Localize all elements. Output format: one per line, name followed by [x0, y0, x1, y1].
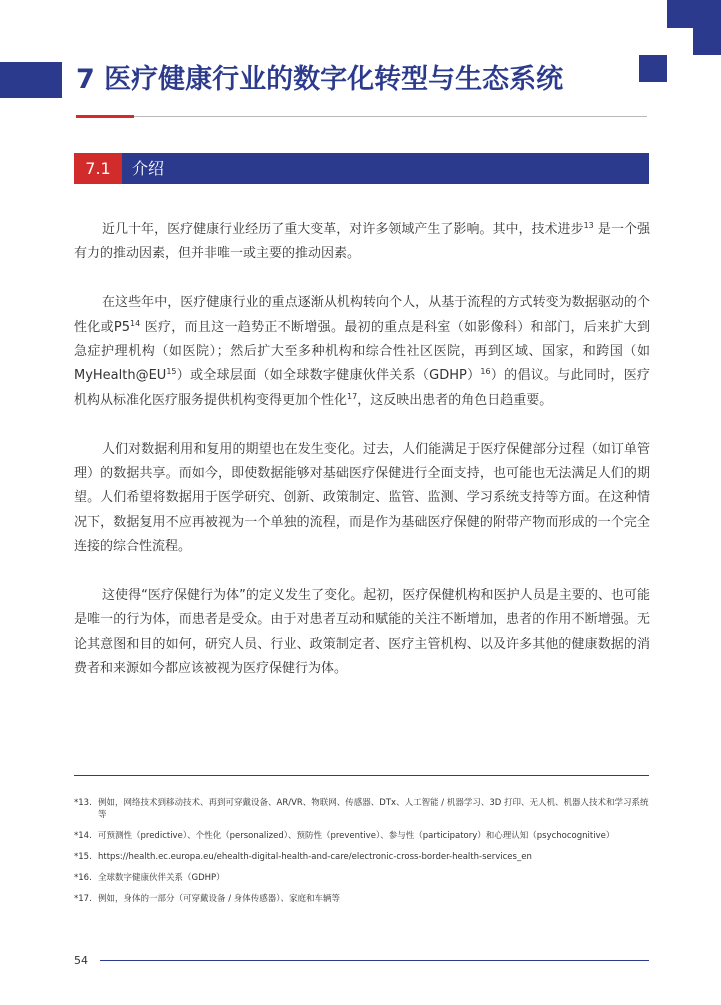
paragraph-4: 这使得“医疗保健行为体”的定义发生了变化。起初，医疗保健机构和医护人员是主要的、也可能是唯一的行为体，而患者是受众。由于对患者互动和赋能的关注不断增加，患者的作用不断增强。无论其意图和目的如何，研究人员、行业、政策制定者、医疗主管机构、以及许多其他的健康数据的消费者和来源如今都应该被视为医疗保健行为体。: [74, 588, 650, 677]
footnote-ref: 15: [166, 367, 177, 377]
footnote-text: 可预测性（predictive）、个性化（personalized）、预防性（preventive）、参与性（participatory）和心理认知（psychocognitive）: [98, 831, 615, 841]
body-text: [74, 218, 650, 706]
paragraph-1: [74, 218, 650, 267]
paragraph-2: [74, 291, 650, 413]
paragraph-text: 近几十年，医疗健康行业经历了重大变革，对许多领域产生了影响。其中，技术进步: [102, 222, 584, 237]
page-number: 54: [74, 954, 88, 967]
footnote-ref: 16: [480, 367, 491, 377]
footnote-ref: 14: [130, 318, 141, 328]
footnote-mark: *15.: [74, 852, 92, 862]
paragraph-text: 在这些年中，医疗健康行业的重点逐渐从机构转向个人，从基于流程的方式转变为数据驱动的个性化或P5: [74, 295, 650, 335]
title-accent-line: [76, 115, 134, 118]
paragraph-text: 医疗，而且这一趋势正不断增强。最初的重点是科室（如影像科）和部门，后来扩大到急症护理机构（如医院）；然后扩大至多种机构和综合性社区医院，再到区域、国家，和跨国（如 MyHealth@EU: [74, 319, 650, 384]
footnote-13: [74, 797, 650, 821]
paragraph-text: 是一个强有力的推动因素，但并非唯一或主要的推动因素。: [74, 222, 650, 262]
page-footer-rule: [100, 960, 649, 961]
chapter-title: 7 医疗健康行业的数字化转型与生态系统: [76, 64, 564, 95]
footnote-17: [74, 893, 650, 905]
decorative-block-top-right: [667, 0, 721, 28]
footnote-ref: 17: [347, 391, 358, 401]
footnote-divider: [74, 775, 649, 776]
footnote-mark: *17.: [74, 894, 92, 904]
footnote-ref: 13: [583, 221, 594, 230]
section-number: 7.1: [74, 153, 122, 184]
decorative-block-top-right-lower: [639, 55, 667, 82]
section-header: [74, 153, 649, 184]
footnote-mark: *13.: [74, 798, 92, 808]
footnote-15: [74, 851, 650, 863]
title-divider: [76, 116, 647, 117]
decorative-block-left: [0, 62, 62, 98]
footnotes: [74, 797, 650, 914]
paragraph-3: 人们对数据利用和复用的期望也在发生变化。过去，人们能满足于医疗保健部分过程（如订单管理）的数据共享。而如今，即使数据能够对基础医疗保健进行全面支持，也可能也无法满足人们的期望。人们希望将数据用于医学研究、创新、政策制定、监管、监测、学习系统支持等方面。在这种情况下，数据复用不应再被视为一个单独的流程，而是作为基础医疗保健的附带产物而形成的一个完全连接的综合性流程。: [74, 441, 650, 555]
footnote-14: [74, 830, 650, 842]
footnote-text: 例如，身体的一部分（可穿戴设备 / 身体传感器）、家庭和车辆等: [98, 894, 341, 904]
footnote-text: 例如，网络技术到移动技术、再到可穿戴设备、AR/VR、物联网、传感器、DTx、人工智能 / 机器学习、3D 打印、无人机、机器人技术和学习系统等: [98, 798, 649, 820]
footnote-text: 全球数字健康伙伴关系（GDHP）: [98, 873, 225, 883]
footnote-16: [74, 872, 650, 884]
footnote-url[interactable]: https://health.ec.europa.eu/ehealth-digital-health-and-care/electronic-cross-border-health-services_en: [98, 852, 532, 862]
footnote-mark: *14.: [74, 831, 92, 841]
paragraph-text: ）的倡议。与此同时，医疗机构从标准化医疗服务提供机构变得更加个性化: [74, 368, 650, 408]
paragraph-text: ）或全球层面（如全球数字健康伙伴关系（GDHP）: [176, 368, 481, 384]
footnote-mark: *16.: [74, 873, 92, 883]
decorative-block-top-right-middle: [693, 28, 721, 55]
paragraph-text: ，这反映出患者的角色日趋重要。: [357, 392, 553, 408]
section-title: 介绍: [132, 159, 165, 178]
